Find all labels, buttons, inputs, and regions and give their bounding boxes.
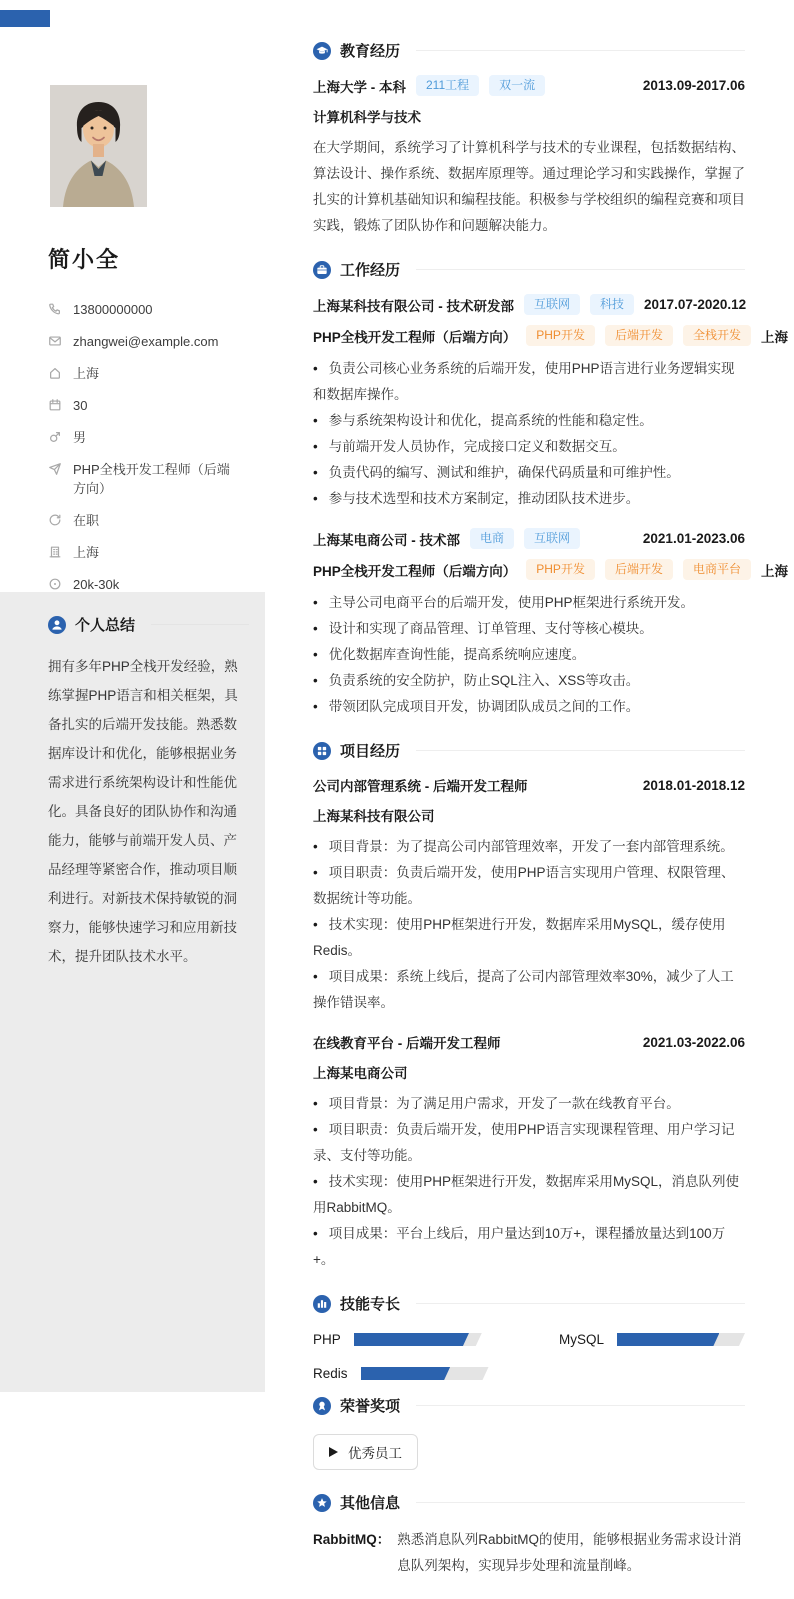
job-bullet: • 主导公司电商平台的后端开发，使用PHP框架进行系统开发。 [313,590,745,616]
email-icon [48,334,62,348]
medal-icon [313,1397,331,1415]
role-tag: 后端开发 [605,325,673,346]
job-role-row [313,325,788,346]
section-divider [416,1303,745,1304]
job-entry [313,294,788,512]
position-icon [48,462,62,476]
project-date: 2021.03-2022.06 [642,1034,745,1050]
job-role: PHP全栈开发工程师（后端方向） [313,563,517,579]
profile-photo [50,85,147,207]
status-icon [48,513,62,527]
salary-icon [48,577,62,591]
contact-gender [48,428,233,447]
contact-salary-value: 20k-30k [73,577,120,592]
job-company-row [313,294,745,315]
skill-bar-fill [617,1333,719,1346]
role-tag: 后端开发 [605,559,673,580]
section-skills [313,1293,745,1381]
project-entry [313,775,745,1016]
project-title-row [313,775,745,795]
school-name: 上海大学 - 本科 [313,79,406,95]
role-tag: 全栈开发 [683,325,751,346]
major-name: 计算机科学与技术 [313,110,421,125]
skill-bar-track [361,1367,489,1380]
project-bullet: • 项目成果：系统上线后，提高了公司内部管理效率30%，减少了人工操作错误率。 [313,964,745,1016]
education-description: 在大学期间，系统学习了计算机科学与技术的专业课程，包括数据结构、算法设计、操作系统、数据库原理等。通过理论学习和实践操作，掌握了扎实的计算机基础知识和编程技能。积极参与学校组织的编程竞赛和项目实践，锻炼了团队协作和问题解决能力。 [313,140,745,233]
skill-bar-track [617,1333,745,1346]
award-chip[interactable] [313,1434,418,1470]
skill-name: Redis [313,1366,348,1381]
contact-city-value: 上海 [73,545,100,560]
contact-phone [48,300,233,319]
job-company-row [313,528,745,549]
phone-icon [48,302,62,316]
project-bullet: • 项目职责：负责后端开发，使用PHP语言实现课程管理、用户学习记录、支付等功能。 [313,1117,745,1169]
projects-header [313,740,745,761]
job-location: 上海 [760,563,788,579]
skill-name: PHP [313,1332,341,1347]
work-title: 工作经历 [340,262,401,279]
section-divider [416,50,745,51]
contact-age [48,396,233,415]
job-bullet: • 优化数据库查询性能，提高系统响应速度。 [313,642,745,668]
bar-chart-icon [313,1295,331,1313]
job-bullet: • 设计和实现了商品管理、订单管理、支付等核心模块。 [313,616,745,642]
project-bullet: • 技术实现：使用PHP框架进行开发，数据库采用MySQL，消息队列使用RabbitMQ。 [313,1169,745,1221]
contact-position [48,460,233,498]
main-column [313,0,788,1599]
projects-title: 项目经历 [340,743,401,760]
contact-city [48,543,233,562]
city-icon [48,545,62,559]
contact-phone-value: 13800000000 [73,302,153,317]
education-title: 教育经历 [340,43,401,60]
award-label: 优秀员工 [348,1446,402,1461]
school-tag: 双一流 [489,75,545,96]
role-tag: PHP开发 [526,559,595,580]
work-header [313,259,745,280]
contact-status [48,511,233,530]
contact-home [48,364,233,383]
summary-panel [0,592,265,1392]
other-info-label: RabbitMQ： [313,1532,391,1547]
section-awards [313,1395,745,1480]
section-other [313,1492,745,1579]
person-icon [48,616,66,634]
section-education [313,40,745,239]
project-bullet: • 项目成果：平台上线后，用户量达到10万+，课程播放量达到100万+。 [313,1221,745,1273]
contact-status-value: 在职 [73,513,100,528]
contact-position-value: PHP全栈开发工程师（后端方向） [73,462,230,496]
section-divider [416,1405,745,1406]
job-bullet: • 负责系统的安全防护，防止SQL注入、XSS等攻击。 [313,668,745,694]
project-date: 2018.01-2018.12 [642,777,745,793]
other-info-row [313,1527,745,1579]
education-entry-row [313,75,745,96]
graduation-cap-icon [313,42,331,60]
candidate-name: 简小全 [48,247,121,272]
job-bullet: • 负责公司核心业务系统的后端开发，使用PHP语言进行业务逻辑实现和数据库操作。 [313,356,745,408]
summary-header [48,614,249,635]
summary-title: 个人总结 [75,617,136,634]
section-divider [416,269,745,270]
skill-name: MySQL [558,1332,604,1347]
job-bullet: • 与前端开发人员协作，完成接口定义和数据交互。 [313,434,745,460]
project-title-row [313,1032,745,1052]
skills-grid [313,1332,745,1381]
briefcase-icon [313,261,331,279]
company-tag: 科技 [590,294,634,315]
skills-header [313,1293,745,1314]
company-name: 上海某电商公司 - 技术部 [313,532,460,548]
contact-gender-value: 男 [73,430,87,445]
section-divider [416,750,745,751]
project-name: 在线教育平台 - 后端开发工程师 [313,1036,501,1051]
education-header [313,40,745,61]
awards-title: 荣誉奖项 [340,1398,401,1415]
job-bullet: • 参与技术选型和技术方案制定，推动团队技术进步。 [313,486,745,512]
age-icon [48,398,62,412]
section-divider [151,624,249,625]
contact-email [48,332,233,351]
job-location: 上海 [760,329,788,345]
role-tag: 电商平台 [683,559,751,580]
skill-bar-fill [361,1367,451,1380]
education-date: 2013.09-2017.06 [642,78,745,93]
skill-item [313,1366,493,1381]
skill-bar-fill [354,1333,469,1346]
company-tag: 互联网 [524,528,580,549]
job-date: 2017.07-2020.12 [644,297,747,312]
section-projects [313,740,745,1273]
job-role-row [313,559,788,580]
job-bullet: • 参与系统架构设计和优化，提高系统的性能和稳定性。 [313,408,745,434]
job-bullet: • 带领团队完成项目开发，协调团队成员之间的工作。 [313,694,745,720]
project-name: 公司内部管理系统 - 后端开发工程师 [313,779,528,794]
job-bullet: • 负责代码的编写、测试和维护，确保代码质量和可维护性。 [313,460,745,486]
job-role: PHP全栈开发工程师（后端方向） [313,329,517,345]
school-tag: 211工程 [416,75,479,96]
skill-bar-track [354,1333,482,1346]
section-work [313,259,788,720]
project-bullet: • 项目背景：为了提高公司内部管理效率，开发了一套内部管理系统。 [313,834,745,860]
project-bullet: • 技术实现：使用PHP框架进行开发，数据库采用MySQL，缓存使用Redis。 [313,912,745,964]
other-info-text: 熟悉消息队列RabbitMQ的使用，能够根据业务需求设计消息队列架构，实现异步处理和流量削峰。 [397,1532,742,1573]
skill-item [313,1332,493,1347]
awards-header [313,1395,745,1416]
company-tag: 电商 [470,528,514,549]
company-name: 上海某科技有限公司 - 技术研发部 [313,298,514,314]
contact-home-value: 上海 [73,366,100,381]
job-entry [313,528,788,720]
skill-item [559,1332,745,1347]
skills-title: 技能专长 [340,1296,401,1313]
project-company: 上海某科技有限公司 [313,809,435,824]
other-title: 其他信息 [340,1495,401,1512]
project-bullet: • 项目背景：为了满足用户需求，开发了一款在线教育平台。 [313,1091,745,1117]
job-date: 2021.01-2023.06 [642,531,745,546]
project-company: 上海某电商公司 [313,1066,408,1081]
summary-text: 拥有多年PHP全栈开发经验，熟练掌握PHP语言和相关框架，具备扎实的后端开发技能。熟悉数据库设计和优化，能够根据业务需求进行系统架构设计和性能优化。具备良好的团队协作和沟通能力，能够与前端开发人员、产品经理等紧密合作，推动项目顺利进行。对新技术保持敏锐的洞察力，能够快速学习和应用新技术，提升团队技术水平。 [48,659,238,964]
section-divider [416,1502,745,1503]
contact-age-value: 30 [73,398,88,413]
project-entry [313,1032,745,1273]
grid-icon [313,742,331,760]
contact-email-value: zhangwei@example.com [73,334,219,349]
company-tag: 互联网 [524,294,580,315]
role-tag: PHP开发 [526,325,595,346]
other-header [313,1492,745,1513]
sidebar [0,0,265,1392]
gender-icon [48,430,62,444]
home-icon [48,366,62,380]
project-bullet: • 项目职责：负责后端开发，使用PHP语言实现用户管理、权限管理、数据统计等功能。 [313,860,745,912]
triangle-icon [329,1447,338,1457]
contact-list [48,300,265,594]
star-icon [313,1494,331,1512]
